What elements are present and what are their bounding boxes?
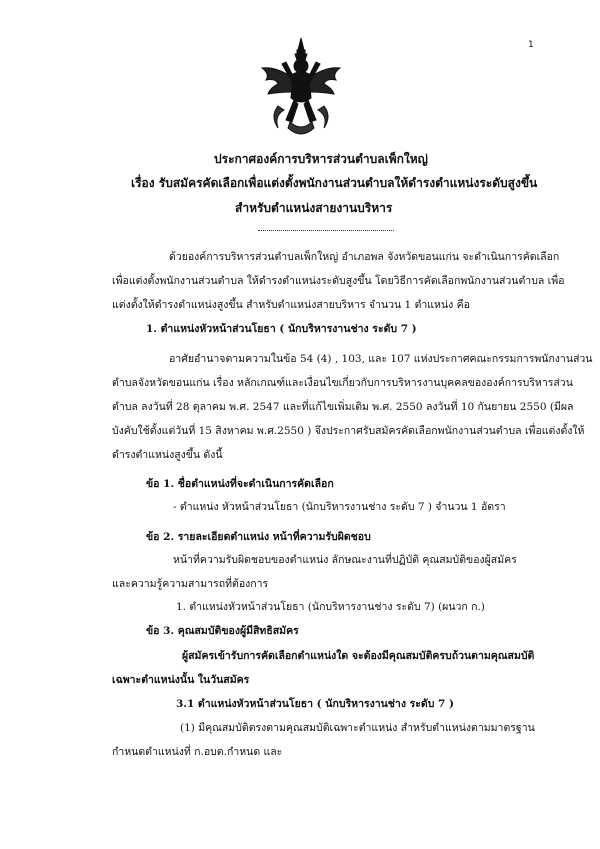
authority-line-3: ตำบล ลงวันที่ 28 ตุลาคม พ.ศ. 2547 และที่แก้ไขเพิ่มเติม พ.ศ. 2550 ลงวันที่ 10 กันยายน 2550 (มีผล xyxy=(112,401,574,413)
intro-line-2: เพื่อแต่งตั้งพนักงานส่วนตำบล ให้ดำรงตำแหน่งระดับสูงขึ้น โดยวิธีการคัดเลือกพนักงานส่วนตำบล เพื่อ xyxy=(112,275,565,287)
section2-line-2: และความรู้ความสามารถที่ต้องการ xyxy=(112,578,269,590)
page-number: 1 xyxy=(528,40,534,50)
intro-position: 1. ตำแหน่งหัวหน้าส่วนโยธา ( นักบริหารงานช่าง ระดับ 7 ) xyxy=(146,323,417,335)
heading-title: ประกาศองค์การบริหารส่วนตำบลเพ็กใหญ่ xyxy=(214,152,428,166)
authority-line-2: ตำบลจังหวัดขอนแก่น เรื่อง หลักเกณฑ์และเงื่อนไขเกี่ยวกับการบริหารงานบุคคลขององค์การบริหารส่วน xyxy=(112,377,573,389)
heading-divider xyxy=(258,230,394,231)
intro-line-1: ด้วยองค์การบริหารส่วนตำบลเพ็กใหญ่ อำเภอพล จังหวัดขอนแก่น จะดำเนินการคัดเลือก xyxy=(169,251,560,263)
section3-subheading: 3.1 ตำแหน่งหัวหน้าส่วนโยธา ( นักบริหารงานช่าง ระดับ 7 ) xyxy=(176,698,454,710)
heading-line3: สำหรับตำแหน่งสายงานบริหาร xyxy=(235,201,393,215)
authority-line-5: ดำรงตำแหน่งสูงขึ้น ดังนี้ xyxy=(112,449,223,461)
section1-item: - ตำแหน่ง หัวหน้าส่วนโยธา (นักบริหารงานช่าง ระดับ 7 ) จำนวน 1 อัตรา xyxy=(173,501,506,513)
intro-line-3: แต่งตั้งให้ดำรงตำแหน่งสูงขึ้น สำหรับตำแหน่งสายบริหาร จำนวน 1 ตำแหน่ง คือ xyxy=(112,299,470,311)
section3-line-2: เฉพาะตำแหน่งนั้น ในวันสมัคร xyxy=(112,674,250,686)
garuda-emblem-icon xyxy=(256,36,346,140)
authority-line-1: อาศัยอำนาจตามความในข้อ 54 (4) , 103, และ 107 แห่งประกาศคณะกรรมการพนักงานส่วน xyxy=(169,353,593,365)
section2-item: 1. ตำแหน่งหัวหน้าส่วนโยธา (นักบริหารงานช่าง ระดับ 7) (ผนวก ก.) xyxy=(176,601,485,613)
authority-line-4: บังคับใช้ตั้งแต่วันที่ 15 สิงหาคม พ.ศ.2550 ) จึงประกาศรับสมัครคัดเลือกพนักงานส่วนตำบล เพื่อแต่งตั้งให้ xyxy=(112,425,585,437)
heading-subject: เรื่อง รับสมัครคัดเลือกเพื่อแต่งตั้งพนักงานส่วนตำบลให้ดำรงตำแหน่งระดับสูงขึ้น xyxy=(131,176,538,190)
section3-line-1: ผู้สมัครเข้ารับการคัดเลือกตำแหน่งใด จะต้องมีคุณสมบัติครบถ้วนตามคุณสมบัติ xyxy=(182,650,535,662)
section3-para-line-1: (1) มีคุณสมบัติตรงตามคุณสมบัติเฉพาะตำแหน่ง สำหรับตำแหน่งตามมาตรฐาน xyxy=(180,722,535,734)
section2-line-1: หน้าที่ความรับผิดชอบของตำแหน่ง ลักษณะงานที่ปฏิบัติ คุณสมบัติของผู้สมัคร xyxy=(173,554,517,566)
section1-title: ข้อ 1. ชื่อตำแหน่งที่จะดำเนินการคัดเลือก xyxy=(146,478,334,490)
section3-title: ข้อ 3. คุณสมบัติของผู้มีสิทธิสมัคร xyxy=(146,625,299,637)
section3-para-line-2: กำหนดตำแหน่งที่ ก.อบต.กำหนด และ xyxy=(112,746,283,758)
section2-title: ข้อ 2. รายละเอียดตำแหน่ง หน้าที่ความรับผิดชอบ xyxy=(146,531,371,543)
